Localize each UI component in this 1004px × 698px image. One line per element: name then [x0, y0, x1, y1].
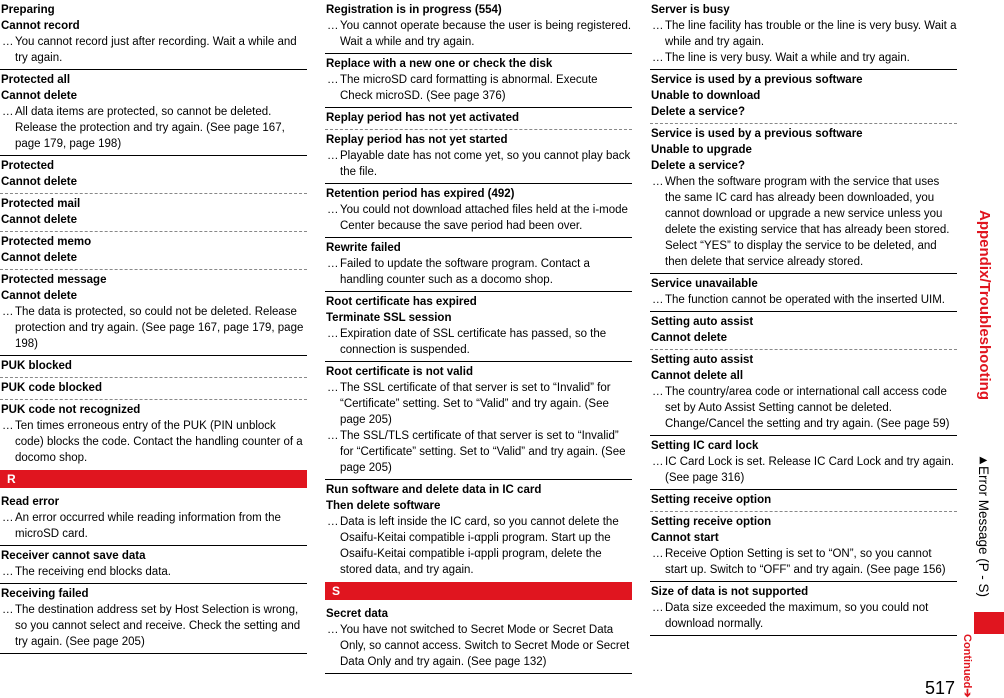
error-message-title: Setting auto assist [651, 316, 754, 328]
column-3 [650, 0, 957, 636]
error-entry [650, 70, 957, 124]
error-entry [0, 70, 307, 156]
error-message-title: Root certificate is not valid [326, 366, 473, 378]
error-message-title: Replay period has not yet started [326, 134, 508, 146]
error-message-title: Registration is in progress (554) [326, 4, 502, 16]
error-message-title: Root certificate has expired [326, 296, 477, 308]
error-entry [650, 436, 957, 490]
error-message-title: Cannot start [651, 532, 719, 544]
error-entry [0, 584, 307, 654]
entries-block [325, 604, 632, 674]
error-message-title: Setting receive option [651, 516, 772, 528]
error-message-title: Run software and delete data in IC card [326, 484, 542, 496]
error-message-title: Cannot delete [1, 214, 78, 226]
error-entry [0, 400, 307, 469]
error-message-title: Receiver cannot save data [1, 550, 146, 562]
error-entry [0, 546, 307, 584]
entries-block [325, 0, 632, 581]
error-message-title: Server is busy [651, 4, 730, 16]
error-entry [650, 582, 957, 636]
error-entry [325, 362, 632, 480]
error-entry [325, 130, 632, 184]
error-message-title: Protected message [1, 274, 107, 286]
page-number: 517 [925, 678, 956, 698]
error-message-title: Read error [1, 496, 60, 508]
error-description: … Expiration date of SSL certificate has passed, so the connection is suspended. [326, 326, 632, 358]
error-description: … Receive Option Setting is set to “ON”, so you cannot start up. Switch to “OFF” and try again. (See page 156) [651, 546, 957, 578]
error-message-title: PUK code blocked [1, 382, 102, 394]
error-entry [650, 350, 957, 436]
error-description: … IC Card Lock is set. Release IC Card Lock and try again. (See page 316) [651, 454, 957, 486]
error-entry [650, 274, 957, 312]
error-message-title: Delete a service? [651, 160, 745, 172]
error-description: … You could not download attached files held at the i-mode Center because the save period had been over. [326, 202, 632, 234]
error-description: … The data is protected, so could not be deleted. Release protection and try again. (See page 167, page 179, page 198) [1, 304, 307, 352]
error-message-title: Protected mail [1, 198, 81, 210]
error-message-title: Service is used by a previous software [651, 128, 863, 140]
column-2 [325, 0, 632, 674]
entries-block [650, 0, 957, 636]
error-description: … Data size exceeded the maximum, so you could not download normally. [651, 600, 957, 632]
error-description: … The destination address set by Host Selection is wrong, so you cannot select and receive. Check the setting and try again. (See page 205) [1, 602, 307, 650]
error-message-title: Protected memo [1, 236, 92, 248]
error-description: … The microSD card formatting is abnormal. Execute Check microSD. (See page 376) [326, 72, 632, 104]
error-message-title: PUK code not recognized [1, 404, 141, 416]
entries-block [0, 0, 307, 469]
error-message-title: Retention period has expired (492) [326, 188, 515, 200]
error-description: … The SSL certificate of that server is set to “Invalid” for “Certificate” setting. Set to “Valid” and try again. (See page 205) [326, 380, 632, 428]
error-message-title: Setting auto assist [651, 354, 754, 366]
error-message-title: PUK blocked [1, 360, 72, 372]
error-description: … The line facility has trouble or the line is very busy. Wait a while and try again. [651, 18, 957, 50]
error-entry [650, 0, 957, 70]
error-entry [0, 270, 307, 356]
section-subtitle-text: Error Message (P - S) [976, 466, 991, 598]
error-entry [650, 490, 957, 512]
error-message-title: Receiving failed [1, 588, 89, 600]
error-message-title: Setting IC card lock [651, 440, 759, 452]
error-entry [0, 492, 307, 546]
error-message-title: Size of data is not supported [651, 586, 809, 598]
error-message-title: Terminate SSL session [326, 312, 452, 324]
error-entry [325, 604, 632, 674]
error-entry [325, 108, 632, 130]
error-message-title: Cannot delete [651, 332, 728, 344]
continued-arrow-icon: ➔ [961, 688, 973, 698]
error-message-title: Cannot delete [1, 252, 78, 264]
continued-text: Continued [961, 634, 973, 689]
error-entry [325, 0, 632, 54]
error-message-title: Rewrite failed [326, 242, 401, 254]
error-entry [0, 0, 307, 70]
error-message-title: Preparing [1, 4, 55, 16]
section-header-r: R [0, 470, 307, 488]
error-description: … An error occurred while reading information from the microSD card. [1, 510, 307, 542]
error-message-title: Replay period has not yet activated [326, 112, 520, 124]
error-message-title: Unable to upgrade [651, 144, 752, 156]
error-entry [0, 356, 307, 378]
error-description: … Playable date has not come yet, so you cannot play back the file. [326, 148, 632, 180]
error-entry [0, 378, 307, 400]
error-message-title: Cannot delete [1, 290, 78, 302]
error-message-title: Cannot delete [1, 176, 78, 188]
error-description: … The receiving end blocks data. [1, 564, 307, 580]
error-description: … You cannot record just after recording. Wait a while and try again. [1, 34, 307, 66]
error-description: … You have not switched to Secret Mode or Secret Data Only, so cannot access. Switch to Secret Mode or Secret Data Only and try again. (See page 132) [326, 622, 632, 670]
error-message-title: Secret data [326, 608, 389, 620]
error-entry [650, 312, 957, 350]
error-message-title: Service is used by a previous software [651, 74, 863, 86]
error-entry [650, 124, 957, 274]
error-entry [325, 292, 632, 362]
column-1 [0, 0, 307, 654]
triangle-arrow-icon: ▶ [978, 455, 989, 466]
error-message-title: Delete a service? [651, 106, 745, 118]
error-message-title: Then delete software [326, 500, 441, 512]
error-message-title: Cannot delete [1, 90, 78, 102]
error-entry [0, 156, 307, 194]
section-subtitle [976, 455, 991, 597]
error-message-title: Replace with a new one or check the disk [326, 58, 553, 70]
error-description: … The function cannot be operated with the inserted UIM. [651, 292, 957, 308]
error-description: … The SSL/TLS certificate of that server is set to “Invalid” for “Certificate” setting. Set to “Valid” and try again. (See page 205) [326, 428, 632, 476]
error-description: … Ten times erroneous entry of the PUK (PIN unblock code) blocks the code. Contact the handling counter of a docomo shop. [1, 418, 307, 466]
error-entry [650, 512, 957, 582]
error-message-title: Protected all [1, 74, 71, 86]
continued-indicator [961, 634, 974, 698]
entries-block [0, 492, 307, 654]
error-message-title: Service unavailable [651, 278, 758, 290]
chapter-title-text: Appendix/Troubleshooting [976, 210, 993, 400]
error-description: … The line is very busy. Wait a while and try again. [651, 50, 957, 66]
error-message-title: Unable to download [651, 90, 761, 102]
error-entry [325, 480, 632, 581]
error-message-title: Cannot delete all [651, 370, 744, 382]
error-message-title: Protected [1, 160, 55, 172]
error-entry [0, 232, 307, 270]
section-header-s: S [325, 582, 632, 600]
error-entry [325, 238, 632, 292]
error-entry [325, 184, 632, 238]
error-description: … All data items are protected, so cannot be deleted. Release the protection and try again. (See page 167, page 179, page 198) [1, 104, 307, 152]
error-description: … Data is left inside the IC card, so you cannot delete the Osaifu-Keitai compatible i-αppli program. Start up the Osaifu-Keitai compatible i-αppli program, delete the stored data, and try again. [326, 514, 632, 578]
error-entry [325, 54, 632, 108]
error-description: … The country/area code or international call access code set by Auto Assist Setting cannot be deleted. Change/Cancel the setting and try again. (See page 59) [651, 384, 957, 432]
error-description: … Failed to update the software program. Contact a handling counter such as a docomo shop. [326, 256, 632, 288]
error-message-title: Cannot record [1, 20, 80, 32]
error-entry [0, 194, 307, 232]
error-description: … You cannot operate because the user is being registered. Wait a while and try again. [326, 18, 632, 50]
red-index-tab [974, 612, 1004, 634]
chapter-title [976, 210, 993, 400]
error-description: … When the software program with the service that uses the same IC card has already been downloaded, you cannot download or upgrade a new service unless you delete the existing service that has already been stored. Select “YES” to display the service to be deleted, and then delete that service already stored. [651, 174, 957, 270]
error-message-title: Setting receive option [651, 494, 772, 506]
